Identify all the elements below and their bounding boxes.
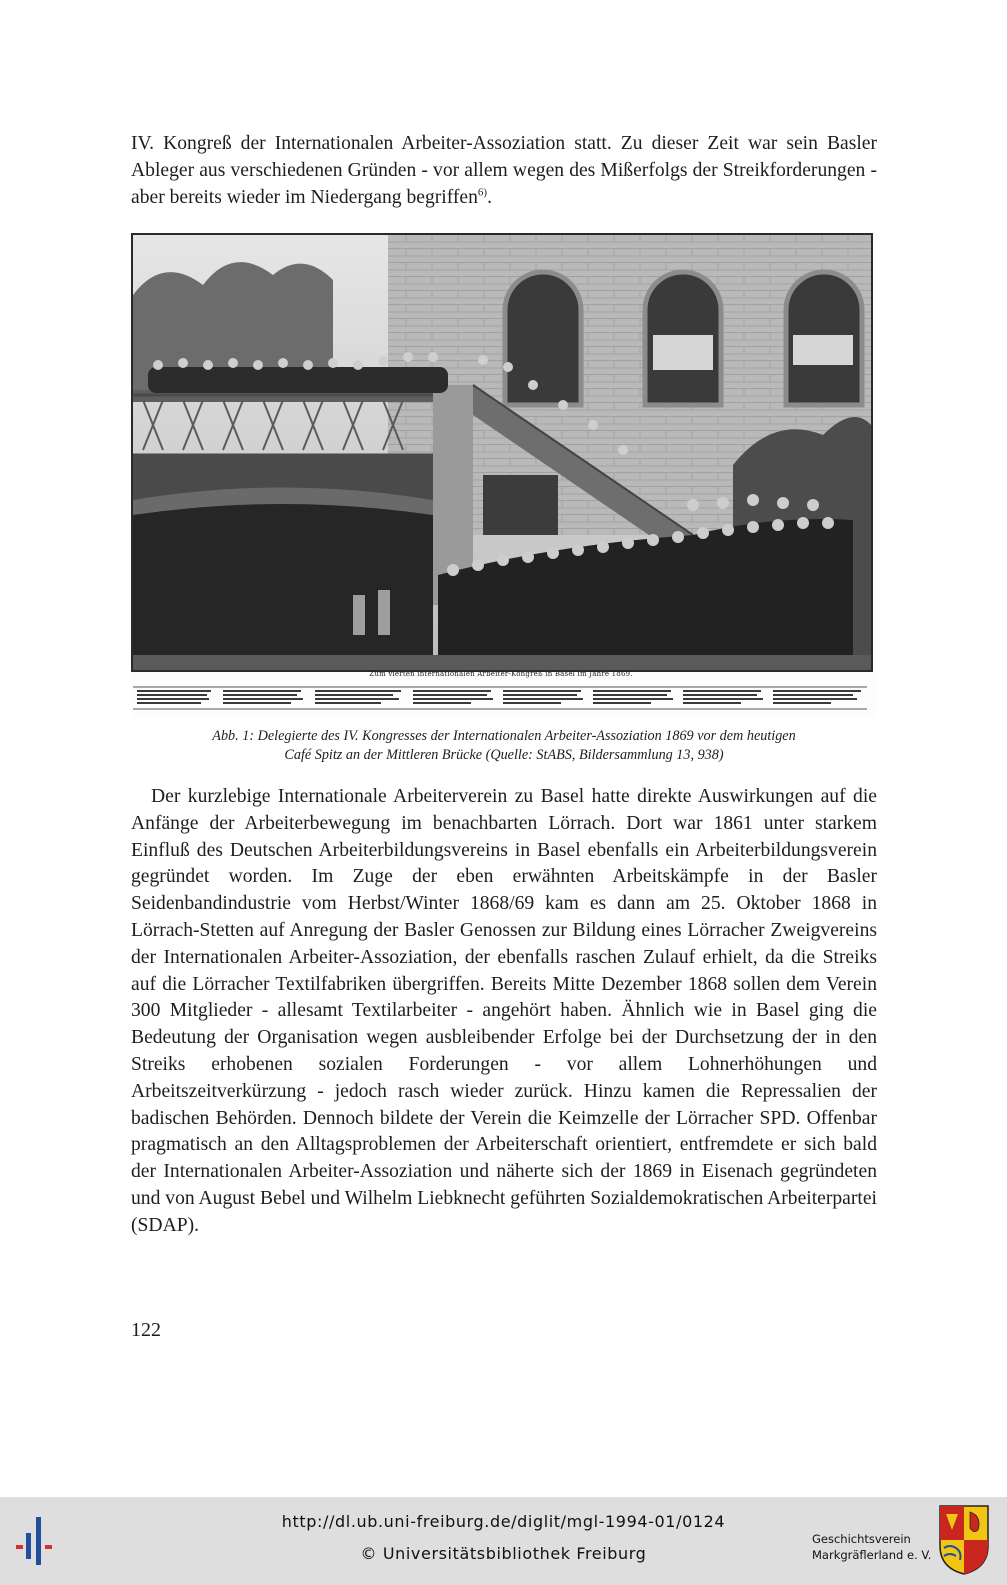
body-paragraph: Der kurzlebige Internationale Arbeiterverein zu Basel hatte direkte Auswirkungen auf die Anfänge der Arbeiterbewegung im benachbarten Lörrach. Dort war 1861 unter starkem Einfluß des Deutschen Arbeiterbildungsvereins in Basel ebenfalls ein Arbeiterbildungsverein gegründet worden. Im Zuge der eben erwähnten Arbeitskämpfe in der Basler Seidenbandindustrie vom Herbst/Winter 1868/69 kam es dann am 25. Oktober 1868 in Lörrach-Stetten auf Anregung der Basler Genossen zur Bildung eines Lörracher Zweigvereins der Internationalen Arbeiter-Assoziation, der ebenfalls raschen Zulauf erhielt, da die Streiks auf die Lörracher Textilfabriken übergriffen. Bereits Mitte Dezember 1868 sollen dem Verein 300 Mitglieder - allesamt Textilarbeiter - angehört haben. Ähnlich wie in Basel ging die Bedeutung der Organisation wegen ausbleibender Erfolge bei der Durchsetzung der in den Streiks erhobenen sozialen Forderungen - vor allem Lohnerhöhungen und Arbeitszeitverkürzung - jedoch rasch wieder zurück. Hinzu kamen die Repressalien der badischen Behörden. Dennoch bildete der Verein die Keimzelle der Lörracher SPD. Offenbar pragmatisch an den Alltagsproblemen der Arbeiterschaft orientiert, entfremdete er sich bald der Internationalen Arbeiter-Assoziation und näherte sich der 1869 in Eisenach gegründeten und von August Bebel und Wilhelm Liebknecht geführten Sozialdemokratischen Arbeiterpartei (SDAP). [131,786,877,1236]
historical-photo [131,233,873,672]
caption-line-1: Abb. 1: Delegierte des IV. Kongresses der Internationalen Arbeiter-Assoziation 1869 vor dem heutigen [212,728,796,744]
figure-caption [131,727,877,765]
photo-illustration [133,235,871,670]
footer-copyright: © Universitätsbibliothek Freiburg [360,1544,647,1563]
org-name-line-2: Markgräflerland e. V. [812,1548,932,1562]
footnote-ref: 6) [477,186,488,199]
org-name-line-1: Geschichtsverein [812,1532,911,1546]
footer-bar [0,1497,1007,1585]
intro-text: IV. Kongreß der Internationalen Arbeiter-Assoziation statt. Zu dieser Zeit war sein Basler Ableger aus verschiedenen Gründen - vor allem wegen des Mißerfolgs der Streikforderungen - aber bereits wieder im Niedergang begriffen [131,133,877,208]
coat-of-arms-icon [938,1504,990,1576]
intro-paragraph [131,131,877,211]
photo-legend [131,681,869,711]
page-number: 122 [131,1319,161,1341]
photo-title: Zum vierten internationalen Arbeiter-Kongreß in Basel im Jahre 1869. [369,670,633,678]
footer-organization [812,1531,931,1563]
figure [131,233,877,718]
caption-line-2: Café Spitz an der Mittleren Brücke (Quelle: StABS, Bildersammlung 13, 938) [284,747,724,763]
footer-url-link[interactable]: http://dl.ub.uni-freiburg.de/diglit/mgl-1994-01/0124 [281,1512,726,1531]
intro-end: . [487,186,492,208]
